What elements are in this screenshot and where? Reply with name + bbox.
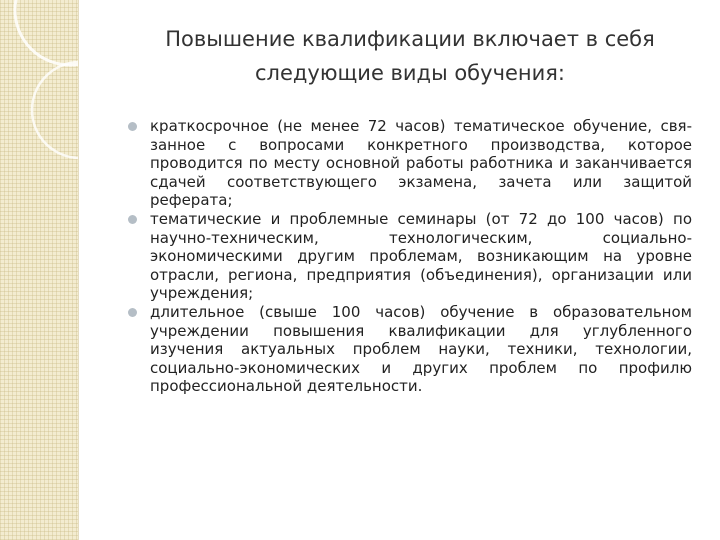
- side-panel-edge: [78, 0, 79, 540]
- decorative-circles: [0, 0, 78, 540]
- slide-title-line-2: следующие виды обучения:: [255, 61, 565, 85]
- bullet-icon: [128, 215, 137, 224]
- bullet-icon: [128, 308, 137, 317]
- list-item-text: длительное (свыше 100 часов) обучение в образовательном учреждении повышения квалификации для углубленного изучения актуальных проблем науки, техники, технологии, социально-экономических и других проблем по профилю профессиональной деятельности.: [150, 302, 692, 396]
- list-item: [150, 117, 692, 210]
- bullet-icon: [128, 122, 137, 131]
- bullet-list: [150, 117, 692, 396]
- list-item: [150, 303, 692, 396]
- slide-title: [110, 22, 710, 90]
- list-item-text: тематические и проблемные семинары (от 72 до 100 часов) по научно-техническим, технологическим, социально-экономическими другим проблемам, возникающим на уровне отрасли, региона, предприятия (объединения), организации или учреждения;: [150, 209, 692, 303]
- slide-title-line-1: Повышение квалификации включает в себя: [165, 27, 655, 51]
- decorative-side-panel: [0, 0, 78, 540]
- list-item: [150, 210, 692, 303]
- list-item-text: краткосрочное (не менее 72 часов) тематическое обучение, свя-занное с вопросами конкретного производства, которое проводится по месту основной работы работника и заканчивается сдачей соответствующего экзамена, зачета или защитой реферата;: [150, 117, 692, 210]
